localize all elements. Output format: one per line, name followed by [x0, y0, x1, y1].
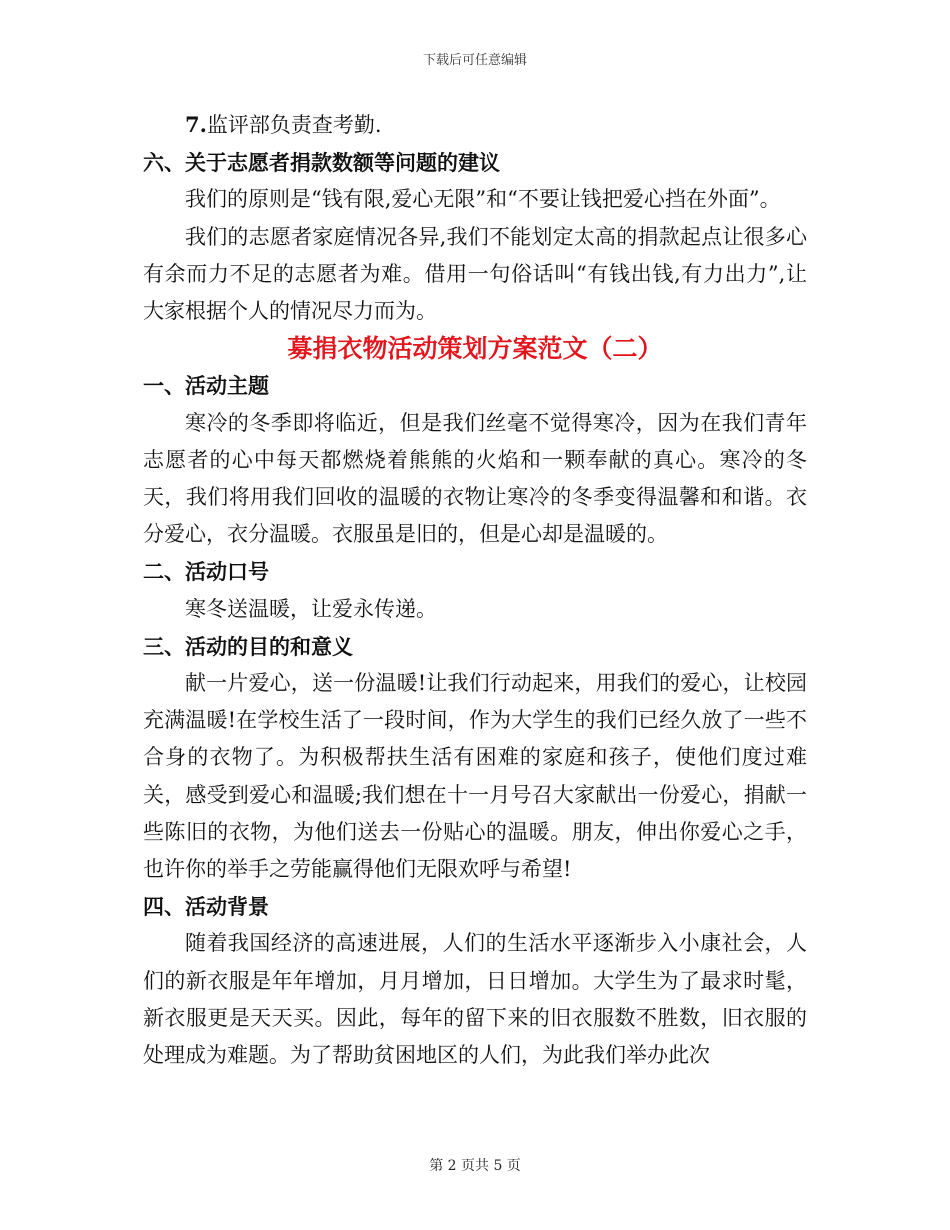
document-title: 募捐衣物活动策划方案范文（二） — [287, 334, 663, 364]
item-7-number: 7. — [185, 112, 207, 137]
paragraph: 我们的原则是“钱有限,爱心无限”和“不要让钱把爱心挡在外面”。 — [185, 187, 781, 212]
section-heading: 一、活动主题 — [143, 373, 269, 399]
item-7-text: 监评部负责查考勤. — [206, 113, 382, 137]
item-7 — [143, 106, 807, 144]
section-6-heading: 六、关于志愿者捐款数额等问题的建议 — [143, 150, 500, 176]
document-body — [143, 106, 807, 1074]
paragraph: 寒冷的冬季即将临近，但是我们丝毫不觉得寒冷，因为在我们青年志愿者的心中每天都燃烧着熊熊的火焰和一颗奉献的真心。寒冷的冬天，我们将用我们回收的温暖的衣物让寒冷的冬季变得温馨和和谐。衣分爱心，衣分温暖。衣服虽是旧的，但是心却是温暖的。 — [143, 410, 807, 547]
paragraph: 随着我国经济的高速进展，人们的生活水平逐渐步入小康社会，人们的新衣服是年年增加，月月增加，日日增加。大学生为了最求时髦，新衣服更是天天买。因此，每年的留下来的旧衣服数不胜数，旧衣服的处理成为难题。为了帮助贫困地区的人们，为此我们举办此次 — [143, 931, 807, 1068]
page-header: 下载后可任意编辑 — [422, 53, 527, 68]
page-footer: 第 2 页共 5 页 — [429, 1158, 521, 1174]
paragraph: 我们的志愿者家庭情况各异,我们不能划定太高的捐款起点让很多心有余而力不足的志愿者为难。借用一句俗话叫“有钱出钱,有力出力”,让大家根据个人的情况尽力而为。 — [143, 224, 807, 324]
section-heading: 二、活动口号 — [143, 559, 269, 585]
paragraph: 献一片爱心，送一份温暖!让我们行动起来，用我们的爱心，让校园充满温暖!在学校生活了一段时间，作为大学生的我们已经久放了一些不合身的衣物了。为积极帮扶生活有困难的家庭和孩子，使他们度过难关，感受到爱心和温暖;我们想在十一月号召大家献出一份爱心，捐献一些陈旧的衣物，为他们送去一份贴心的温暖。朋友，伸出你爱心之手，也许你的举手之劳能赢得他们无限欢呼与希望! — [143, 671, 807, 882]
section-heading: 三、活动的目的和意义 — [143, 633, 353, 659]
section-heading: 四、活动背景 — [143, 894, 269, 920]
paragraph: 寒冬送温暖，让爱永传递。 — [185, 596, 437, 621]
